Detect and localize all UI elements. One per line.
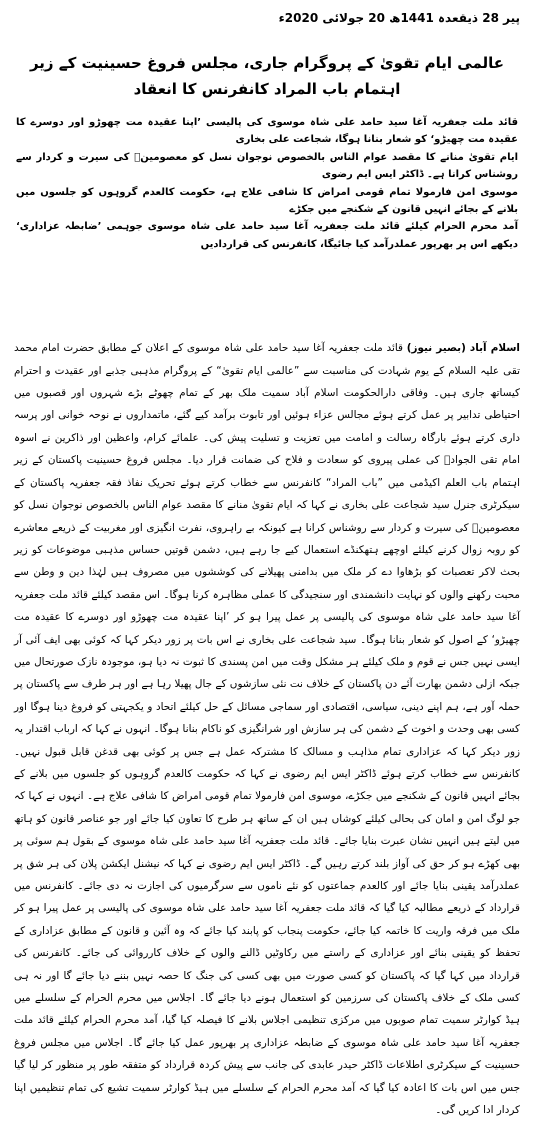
headline: عالمی ایام تقویٰ کے پروگرام جاری، مجلس فروغ حسینیت کے زیر اہتمام باب المراد کانفرنس کا انعقاد [29, 54, 505, 98]
summary-line: قائد ملت جعفریہ آغا سید حامد علی شاہ موسوی کی پالیسی ’اپنا عقیدہ مت چھوڑو اور دوسرے کا عقیدہ مت چھیڑو‘ کو شعار بنانا ہوگا، شجاعت علی بخاری [16, 117, 518, 146]
article-text: قائد ملت جعفریہ آغا سید حامد علی شاہ موسوی کے اعلان کے مطابق حضرت امام محمد تقی علیہ السلام کے یوم شہادت کی مناسبت سے ”عالمی ایام تقویٰ“ کے پروگرام مذہبی جذبے اور عقیدت و احترام کیساتھ جاری ہیں۔ وفاقی دارالحکومت اسلام آباد سمیت ملک بھر کے تمام چھوٹے بڑے شہروں اور قصبوں میں احتیاطی تدابیر پر عمل کرتے ہوئے مجالس عزاء ہوئیں اور تابوت برآمد کیے گئے، ماتمداروں نے نوحہ خوانی اور پرسہ داری کرتے ہوئے بارگاہ رسالت و امامت میں تعزیت و تسلیت پیش کی۔ علمائے کرام، واعظین اور ذاکرین نے اسوہ امام تقی الجوادؑ کی عملی پیروی کو سعادت و فلاح کی ضمانت قرار دیا۔ مجلس فروغ حسینیت پاکستان کے زیر اہتمام باب العلم اکیڈمی میں ”باب المراد“ کانفرنس سے خطاب کرتے ہوئے تحریک نفاذ فقہ جعفریہ پاکستان کے سیکرٹری جنرل سید شجاعت علی بخاری نے کہا کہ ایام تقویٰ منانے کا مقصد عوام الناس بالخصوص نوجوان نسل کو معصومینؑ کی سیرت و کردار سے روشناس کرانا ہے کیونکہ بے راہروی، نفرت انگیزی اور مغربیت کے ذریعے معاشرے کو روبہ زوال کرنے کیلئے اوچھے ہتھکنڈے استعمال کیے جا رہے ہیں، دشمن قوتیں حساس مذہبی موضوعات کو زیر بحث لاکر تعصبات کو بڑھاوا دے کر ملک میں بدامنی پھیلانے کی کوششوں میں مصروف ہیں لہٰذا دین و وطن سے محبت رکھنے والوں کو نہایت دانشمندی اور سنجیدگی کا عملی مظاہرہ کرنا ہوگا۔ اس مقصد کیلئے قائد ملت جعفریہ آغا سید حامد علی شاہ موسوی کی پالیسی پر عمل پیرا ہو کر ’اپنا عقیدہ مت چھوڑو اور دوسرے کا عقیدہ مت چھیڑو‘ کے اصول کو شعار بنانا ہوگا۔ سید شجاعت علی بخاری نے اس بات پر زور دیکر کہا کہ کوئی بھی ایف آئی آر ایسی نہیں جس نے قوم و ملک کیلئے ہر مشکل وقت میں امن پسندی کا ثبوت نہ دیا ہو، موجودہ نازک صورتحال میں جبکہ ازلی دشمن بھارت آئے دن پاکستان کے خلاف نت نئی سازشوں کے جال پھیلا رہا ہے اور ہر طرف سے پاکستان پر حملہ آور ہے، ہم اپنے دینی، سیاسی، اقتصادی اور سماجی مسائل کے حل کیلئے اتحاد و یکجہتی کو فروغ دینا ہوگا اور کسی بھی وحدت و اخوت کے دشمن کی ہر سازش اور شرانگیزی کو ناکام بنانا ہوگا۔ انہوں نے کہا کہ ارباب اقتدار یہ زور دیکر کہا کہ عزاداری تمام مذاہب و مسالک کا مشترکہ عمل ہے جس پر کوئی بھی قدغن قابل قبول نہیں۔ کانفرنس سے خطاب کرتے ہوئے ڈاکٹر ایس ایم رضوی نے کہا کہ حکومت کالعدم گروہوں کو جلسوں میں بلانے کے بجائے انہیں قانون کے شکنجے میں جکڑے، موسوی امن فارمولا تمام قومی امراض کا شافی علاج ہے۔ انہوں نے کہا کہ جو لوگ امن و امان کی بحالی کیلئے کوشاں ہیں ان کے ساتھ ہر طرح کا تعاون کیا جائے اور جو عناصر قانون کو ہاتھ میں لیتے ہیں انہیں نشان عبرت بنایا جائے۔ قائد ملت جعفریہ آغا سید حامد علی شاہ موسوی کے بقول ہم سوئی پر بھی کھڑے ہو کر حق کی آواز بلند کرتے رہیں گے۔ ڈاکٹر ایس ایم رضوی نے کہا کہ نیشنل ایکشن پلان کی ہر شق پر عملدرآمد یقینی بنایا جائے اور کالعدم جماعتوں کو نئے ناموں سے سرگرمیوں کی اجازت نہ دی جائے۔ کانفرنس میں قرارداد کے ذریعے مطالبہ کیا گیا کہ قائد ملت جعفریہ آغا سید حامد علی شاہ موسوی کی پالیسی پر عمل پیرا ہو کر ملک میں فرقہ واریت کا خاتمہ کیا جائے، حکومت پنجاب کو پابند کیا جائے کہ وہ آئین و قانون کے مطابق عزاداری کے تحفظ کو یقینی بنائے اور عزاداری کے راستے میں رکاوٹیں ڈالنے والوں کے خلاف کارروائی کی جائے۔ کانفرنس کی قرارداد میں کہا گیا کہ پاکستان کو کسی صورت میں بھی کسی کی جنگ کا حصہ نہیں بننے دیا جائے گا اور نہ ہی کسی ملک کے خلاف پاکستان کی سرزمین کو استعمال ہونے دیا جائے گا۔ اجلاس میں محرم الحرام کے سلسلے میں ہیڈ کوارٹر سمیت تمام صوبوں میں مرکزی تنظیمی اجلاس بلانے کا فیصلہ کیا گیا، آمد محرم الحرام کیلئے قائد ملت جعفریہ آغا سید حامد علی شاہ موسوی کے ضابطہ عزاداری پر بھرپور عمل کیا جائے گا۔ اجلاس میں مجلس فروغ حسینیت کے سیکرٹری اطلاعات ڈاکٹر حیدر عابدی کی جانب سے پیش کردہ قرارداد کو متفقہ طور پر منظور کر لیا گیا جس میں اس بات کا اعادہ کیا گیا کہ آمد محرم الحرام کے سلسلے میں ہیڈ کوارٹر سمیت تشیع کی تمام تنظیمیں اپنا کردار ادا کریں گی۔ [14, 342, 520, 1117]
dateline: اسلام آباد (بصیر نیوز) [406, 342, 520, 355]
summary-line: موسوی امن فارمولا تمام قومی امراض کا شافی علاج ہے، حکومت کالعدم گروہوں کو جلسوں میں بلانے کے بجائے انہیں قانون کے شکنجے میں جکڑے [16, 186, 518, 216]
issue-date: پیر 28 ذیقعدہ 1441ھ 20 جولائی 2020ء [278, 11, 520, 25]
summary-line: ایام تقویٰ منانے کا مقصد عوام الناس بالخصوص نوجوان نسل کو معصومینؑ کی سیرت و کردار سے روشناس کرانا ہے۔ ڈاکٹر ایس ایم رضوی [16, 151, 518, 181]
summary-block [16, 114, 518, 253]
summary-line: آمد محرم الحرام کیلئے قائد ملت جعفریہ آغا سید حامد علی شاہ موسوی جوہمی ’ضابطہ عزاداری‘ دیکھے اس پر بھرپور عملدرآمد کیا جائیگا، کانفرنس کی قراردادیں [16, 221, 518, 250]
spacer [12, 253, 522, 337]
article-body [14, 337, 520, 1121]
article-paragraph [14, 337, 520, 1121]
